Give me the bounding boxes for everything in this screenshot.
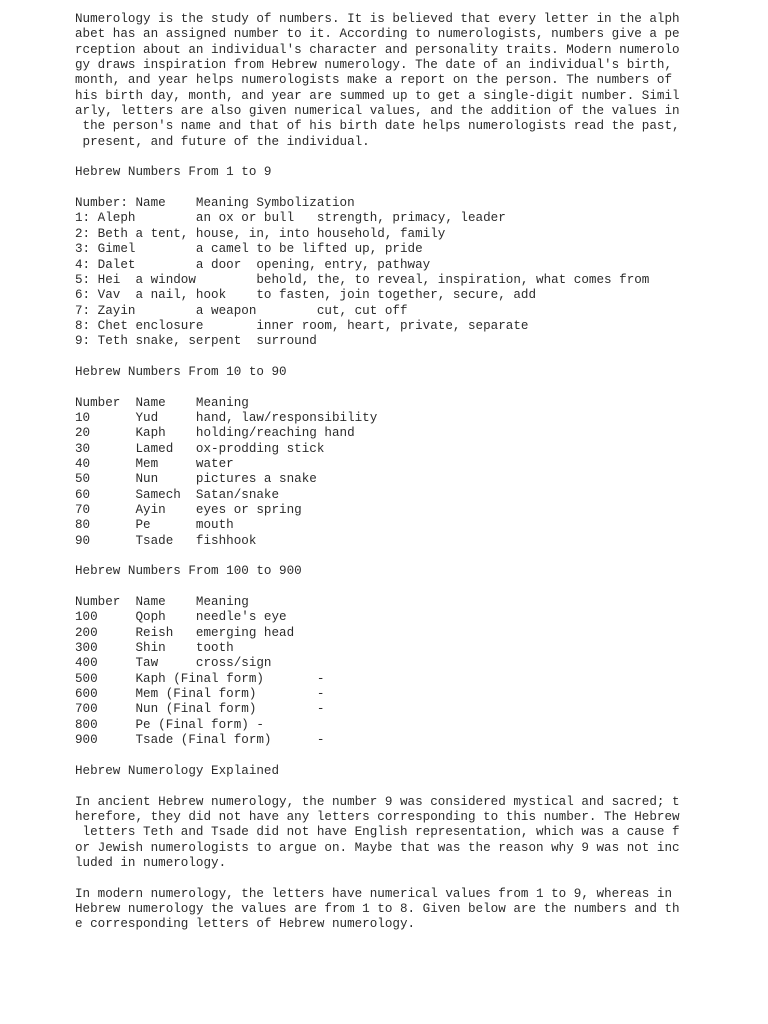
intro-line: present, and future of the individual. — [75, 134, 370, 149]
table-row: 3: Gimel a camel to be lifted up, pride — [75, 242, 423, 257]
intro-line: abet has an assigned number to it. According to numerologists, numbers give a pe — [75, 27, 680, 42]
paragraph-line: In modern numerology, the letters have numerical values from 1 to 9, whereas in — [75, 886, 673, 901]
section-heading-explained: Hebrew Numerology Explained — [75, 763, 280, 778]
table-header: Number Name Meaning — [75, 595, 249, 610]
table-row: 100 Qoph needle's eye — [75, 610, 287, 625]
table-row: 300 Shin tooth — [75, 641, 234, 656]
table-row: 8: Chet enclosure inner room, heart, private, separate — [75, 318, 529, 333]
intro-line: rception about an individual's character and personality traits. Modern numerolo — [75, 42, 680, 57]
intro-line: Numerology is the study of numbers. It is believed that every letter in the alph — [75, 12, 680, 26]
explained-paragraph-1 — [75, 795, 755, 872]
table-10-to-90 — [75, 396, 755, 549]
table-row: 80 Pe mouth — [75, 518, 234, 533]
spacer — [75, 779, 755, 794]
paragraph-line: herefore, they did not have any letters corresponding to this number. The Hebrew — [75, 809, 680, 824]
intro-paragraph — [75, 12, 755, 150]
intro-line: the person's name and that of his birth date helps numerologists read the past, — [75, 119, 680, 134]
table-row: 4: Dalet a door opening, entry, pathway — [75, 257, 431, 272]
spacer — [75, 350, 755, 365]
section-heading-10-to-90: Hebrew Numbers From 10 to 90 — [75, 364, 287, 379]
table-header: Number Name Meaning — [75, 395, 249, 410]
table-row: 800 Pe (Final form) - — [75, 717, 264, 732]
spacer — [75, 580, 755, 595]
spacer — [75, 871, 755, 886]
paragraph-line: e corresponding letters of Hebrew numerology. — [75, 917, 416, 932]
intro-line: gy draws inspiration from Hebrew numerology. The date of an individual's birth, — [75, 58, 673, 73]
paragraph-line: Hebrew numerology the values are from 1 to 8. Given below are the numbers and th — [75, 901, 680, 916]
table-row: 200 Reish emerging head — [75, 625, 295, 640]
paragraph-line: or Jewish numerologists to argue on. Maybe that was the reason why 9 was not inc — [75, 840, 680, 855]
section-heading-1-to-9: Hebrew Numbers From 1 to 9 — [75, 165, 272, 180]
explained-paragraph-2 — [75, 887, 755, 933]
table-row: 70 Ayin eyes or spring — [75, 503, 302, 517]
paragraph-line: letters Teth and Tsade did not have English representation, which was a cause f — [75, 825, 680, 840]
paragraph-line: luded in numerology. — [75, 855, 227, 870]
table-row: 60 Samech Satan/snake — [75, 487, 280, 502]
table-row: 50 Nun pictures a snake — [75, 472, 317, 487]
spacer — [75, 380, 755, 395]
document-page — [75, 12, 755, 933]
table-row: 9: Teth snake, serpent surround — [75, 334, 317, 349]
table-row: 20 Kaph holding/reaching hand — [75, 426, 355, 441]
table-header: Number: Name Meaning Symbolization — [75, 196, 355, 211]
table-row: 30 Lamed ox-prodding stick — [75, 441, 325, 456]
table-row: 40 Mem water — [75, 456, 234, 471]
spacer — [75, 150, 755, 165]
table-row: 5: Hei a window behold, the, to reveal, inspiration, what comes from — [75, 272, 650, 287]
intro-line: his birth day, month, and year are summed up to get a single-digit number. Simil — [75, 88, 680, 103]
spacer — [75, 181, 755, 196]
table-row: 6: Vav a nail, hook to fasten, join together, secure, add — [75, 288, 537, 303]
spacer — [75, 749, 755, 764]
paragraph-line: In ancient Hebrew numerology, the number 9 was considered mystical and sacred; t — [75, 794, 680, 809]
table-row: 600 Mem (Final form) - — [75, 687, 325, 702]
table-row: 700 Nun (Final form) - — [75, 702, 325, 717]
table-row: 900 Tsade (Final form) - — [75, 733, 325, 748]
table-row: 500 Kaph (Final form) - — [75, 671, 325, 686]
table-row: 10 Yud hand, law/responsibility — [75, 410, 378, 425]
section-heading-100-to-900: Hebrew Numbers From 100 to 900 — [75, 564, 302, 579]
table-row: 1: Aleph an ox or bull strength, primacy, leader — [75, 211, 506, 226]
table-1-to-9 — [75, 196, 755, 349]
spacer — [75, 549, 755, 564]
table-row: 90 Tsade fishhook — [75, 533, 257, 548]
table-row: 400 Taw cross/sign — [75, 656, 272, 671]
intro-line: month, and year helps numerologists make a report on the person. The numbers of — [75, 73, 673, 88]
table-row: 2: Beth a tent, house, in, into household, family — [75, 226, 446, 241]
table-100-to-900 — [75, 595, 755, 748]
intro-line: arly, letters are also given numerical values, and the addition of the values in — [75, 104, 680, 119]
table-row: 7: Zayin a weapon cut, cut off — [75, 303, 408, 318]
